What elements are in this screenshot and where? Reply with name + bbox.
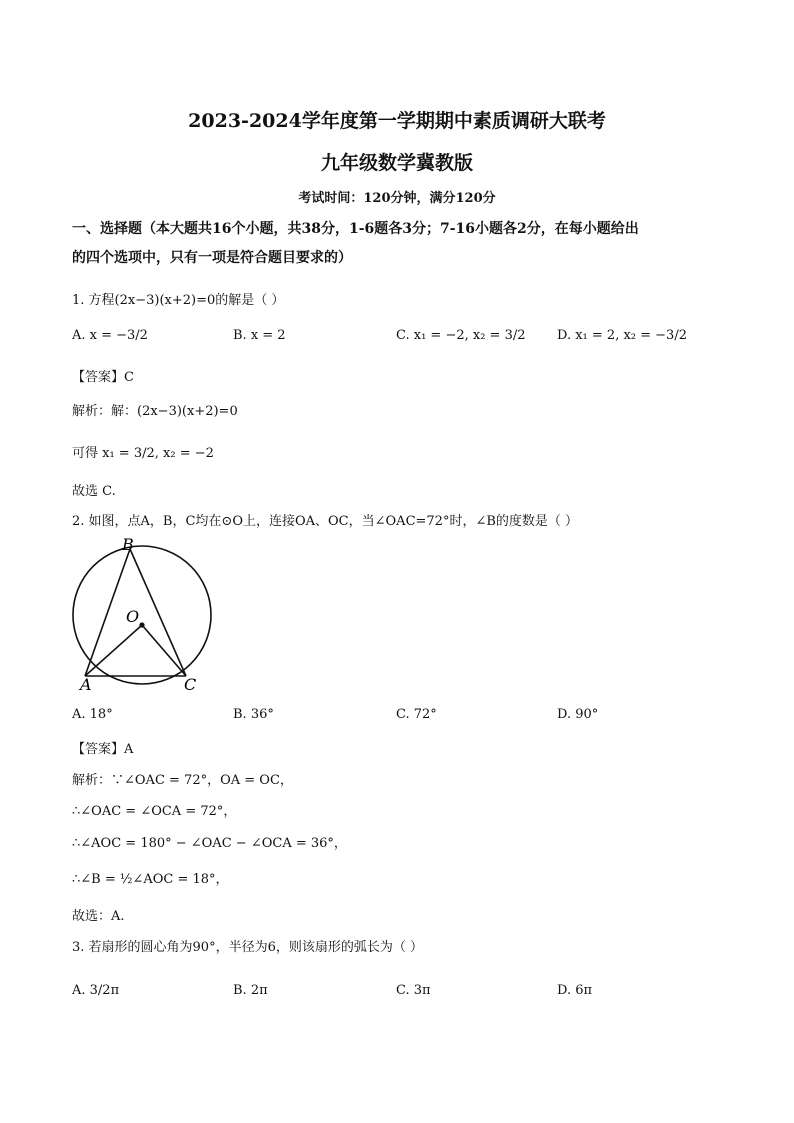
q1-solution-line1: 解析：解：(2x−3)(x+2)=0 [72,404,238,419]
q2-stem: 2. 如图，点A，B，C均在⊙O上，连接OA、OC，当∠OAC=72°时，∠B的度数是（ ） [72,514,579,529]
label-o: O [126,607,140,626]
q2-answer: 【答案】A [72,742,134,757]
exam-info: 考试时间：120分钟，满分120分 [298,191,496,206]
center-point-o [139,622,144,627]
q2-option-b: B. 36° [233,707,274,722]
q3-option-d: D. 6π [557,983,593,998]
label-b: B [122,535,134,554]
q3-option-a: A. 3/2π [72,983,120,998]
q1-answer: 【答案】C [72,370,134,385]
circle-o [73,546,211,684]
q2-solution-line2: ∴∠OAC = ∠OCA = 72°， [72,804,237,819]
section-heading-line2: 的四个选项中，只有一项是符合题目要求的） [72,250,352,266]
q1-option-b: B. x = 2 [233,328,286,343]
q1-solution-line3: 故选 C. [72,484,116,499]
label-a: A [80,675,92,694]
q3-option-b: B. 2π [233,983,268,998]
label-c: C [184,675,197,694]
q1-option-a: A. x = −3/2 [72,328,148,343]
document-subtitle: 九年级数学冀教版 [320,152,473,174]
q2-solution-line5: 故选：A. [72,909,125,924]
q3-stem: 3. 若扇形的圆心角为90°，半径为6，则该扇形的弧长为（ ） [72,940,423,955]
q1-option-c: C. x₁ = −2, x₂ = 3/2 [396,328,526,343]
segment-oc [142,625,186,676]
q2-option-a: A. 18° [72,707,113,722]
section-heading-line1: 一、选择题（本大题共16个小题，共38分，1-6题各3分；7-16小题各2分，在每小题给出 [72,221,639,237]
q2-solution-line4: ∴∠B = ½∠AOC = 18°， [72,872,229,887]
q2-solution-line1: 解析：∵∠OAC = 72°，OA = OC， [72,773,293,788]
q2-option-d: D. 90° [557,707,599,722]
q2-circle-figure [68,535,218,695]
q3-option-c: C. 3π [396,983,431,998]
document-title: 2023-2024学年度第一学期期中素质调研大联考 [188,110,606,132]
q1-stem: 1. 方程(2x−3)(x+2)=0的解是（ ） [72,293,285,308]
q2-solution-line3: ∴∠AOC = 180° − ∠OAC − ∠OCA = 36°， [72,836,347,851]
q1-option-d: D. x₁ = 2, x₂ = −3/2 [557,328,687,343]
q1-solution-line2: 可得 x₁ = 3/2, x₂ = −2 [72,446,214,461]
q2-option-c: C. 72° [396,707,437,722]
circle-diagram [68,535,218,695]
